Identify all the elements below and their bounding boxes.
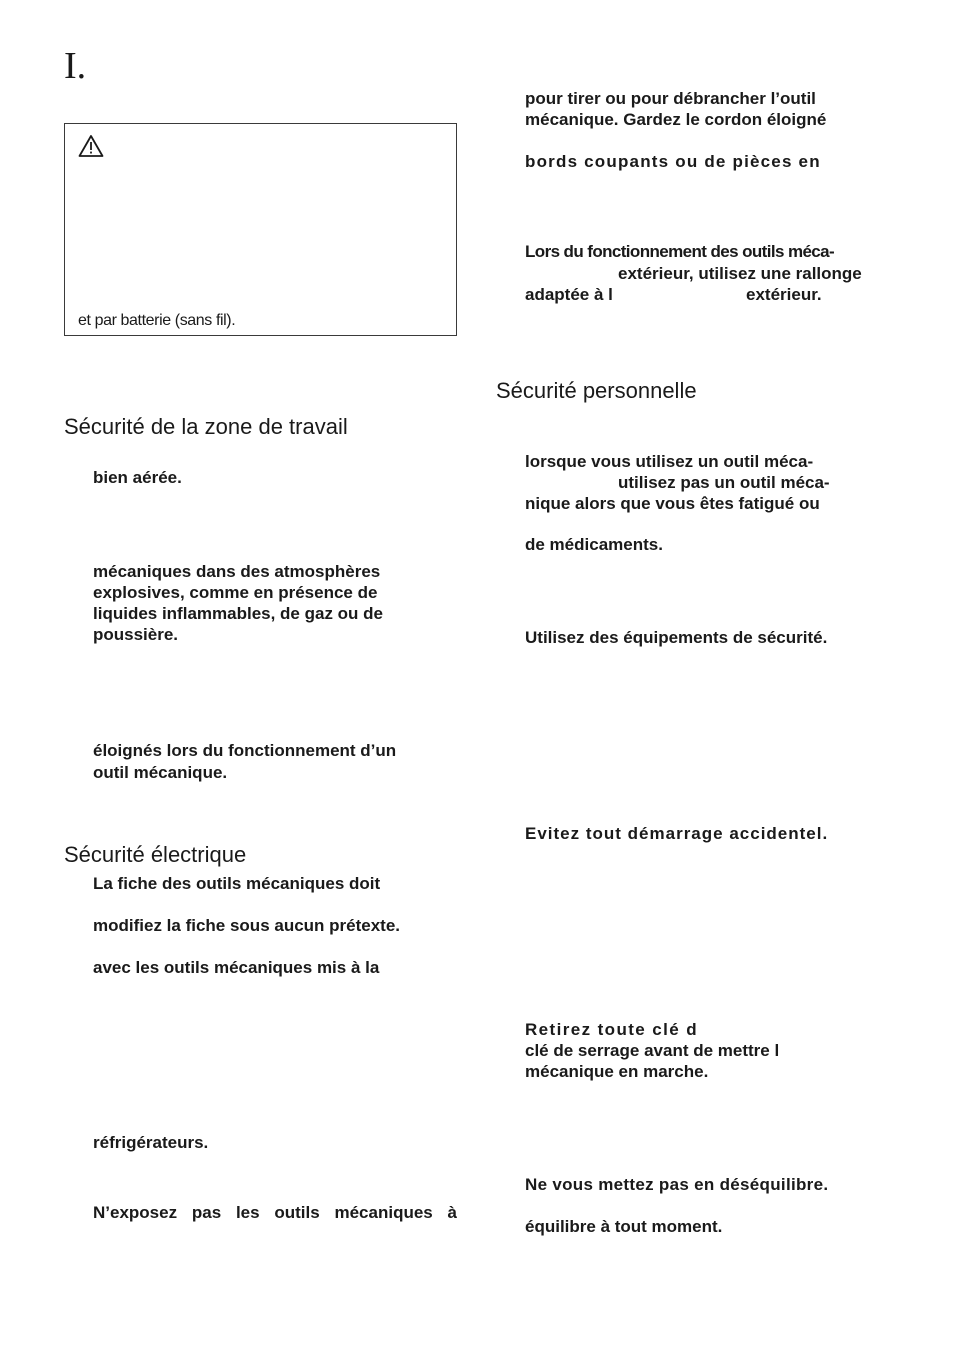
personal-line: Utilisez des équipements de sécurité. [525, 628, 828, 647]
electrical-line: modifiez la fiche sous aucun prétexte. [93, 916, 401, 935]
work-area-para-line: outil mécanique. [93, 763, 228, 782]
electrical-line: avec les outils mécaniques mis à la [93, 958, 380, 977]
work-area-para-line: éloignés lors du fonctionnement d’un [93, 741, 397, 760]
warning-footer-text: et par batterie (sans fil). [78, 312, 236, 329]
personal-line: utilisez pas un outil méca- [618, 473, 830, 492]
electrical-line: La fiche des outils mécaniques doit [93, 874, 381, 893]
heading-electrical-safety: Sécurité électrique [64, 842, 247, 867]
cord-line: mécanique. Gardez le cordon éloigné [525, 110, 827, 129]
outdoor-line-segment: extérieur. [746, 285, 822, 304]
personal-line: nique alors que vous êtes fatigué ou [525, 494, 820, 513]
balance-line: Ne vous mettez pas en déséquilibre. [525, 1175, 829, 1194]
electrical-line: réfrigérateurs. [93, 1133, 209, 1152]
work-area-para-line [93, 561, 457, 582]
outdoor-line-segment: adaptée à l [525, 285, 613, 304]
personal-line: de médicaments. [525, 535, 663, 554]
work-area-para-line: poussière. [93, 625, 179, 644]
warning-triangle-icon [78, 134, 104, 158]
text-segment: mécaniques dans des atmosphères [93, 562, 381, 581]
key-line: Retirez toute clé d [525, 1020, 699, 1039]
heading-personal-safety: Sécurité personnelle [496, 378, 697, 403]
cord-line: bords coupants ou de pièces en [525, 152, 821, 171]
cord-line: pour tirer ou pour débrancher l’outil [525, 89, 816, 108]
work-area-line: bien aérée. [93, 468, 182, 487]
balance-line: équilibre à tout moment. [525, 1217, 723, 1236]
heading-work-area-safety: Sécurité de la zone de travail [64, 414, 348, 439]
personal-line: lorsque vous utilisez un outil méca- [525, 452, 814, 471]
work-area-para-line: explosives, comme en présence de [93, 583, 378, 602]
key-line: mécanique en marche. [525, 1062, 709, 1081]
personal-line: Evitez tout démarrage accidentel. [525, 824, 829, 843]
key-line: clé de serrage avant de mettre l [525, 1041, 780, 1060]
work-area-para-line: liquides inflammables, de gaz ou de [93, 604, 384, 623]
electrical-line: N’exposez pas les outils mécaniques à [93, 1203, 457, 1222]
warning-box [64, 123, 457, 336]
outdoor-line: Lors du fonctionnement des outils méca- [525, 242, 835, 261]
outdoor-line: extérieur, utilisez une rallonge [618, 264, 862, 283]
section-number: I. [64, 45, 87, 87]
